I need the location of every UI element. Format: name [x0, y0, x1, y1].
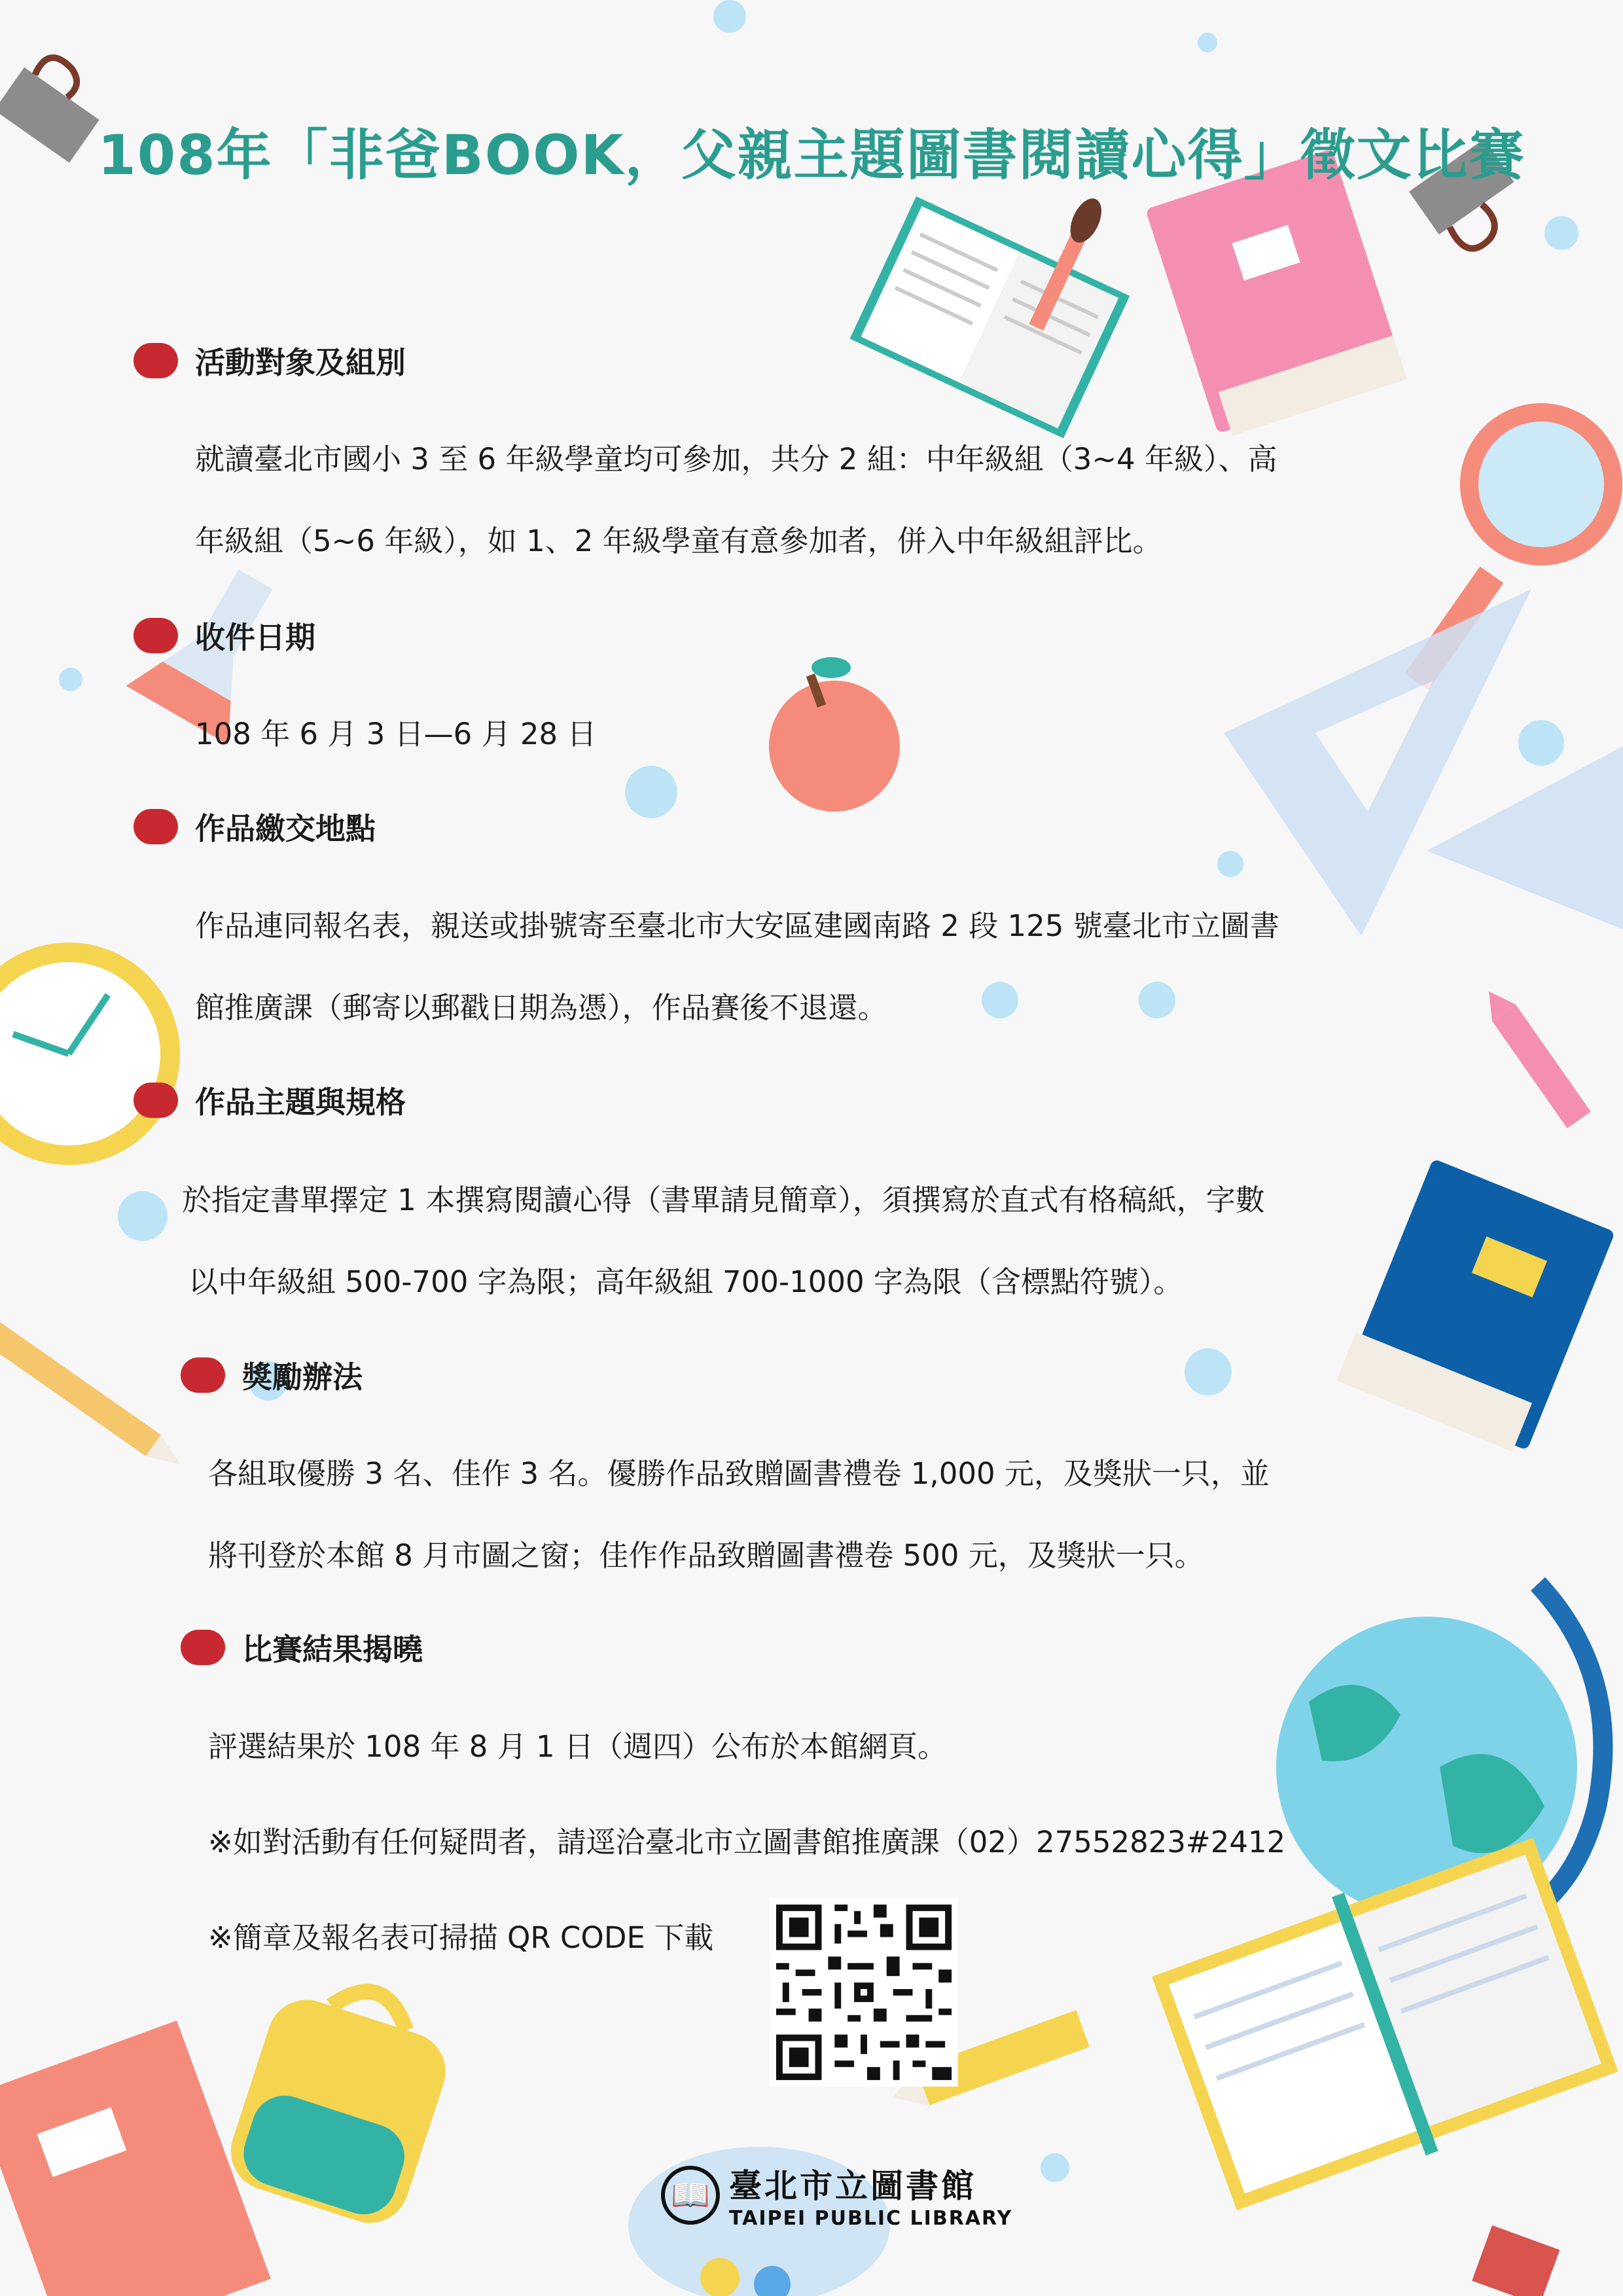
contact-note: ※如對活動有任何疑問者，請逕洽臺北市立圖書館推廣課（02）27552823#2412	[208, 1825, 1286, 1859]
clock-icon	[0, 942, 180, 1165]
section-text: 作品連同報名表，親送或掛號寄至臺北市大安區建國南路 2 段 125 號臺北市立圖書	[195, 908, 1279, 943]
page-title: 108年「非爸BOOK，父親主題圖書閱讀心得」徵文比賽	[98, 123, 1525, 187]
section-heading	[134, 614, 315, 657]
bubble-decoration	[1518, 720, 1564, 766]
bullet-icon	[181, 1630, 225, 1665]
backpack-icon	[221, 1965, 463, 2233]
bubble-decoration	[1198, 33, 1217, 52]
ruler-triangle-icon	[1224, 589, 1623, 936]
bullet-icon	[134, 618, 178, 653]
section-text: 以中年級組 500-700 字為限；高年級組 700-1000 字為限（含標點符號）。	[188, 1265, 1183, 1299]
section-heading-label: 收件日期	[195, 620, 315, 655]
section-text: 108 年 6 月 3 日—6 月 28 日	[195, 717, 597, 751]
section-heading	[181, 1354, 363, 1397]
section-heading-label: 比賽結果揭曉	[242, 1632, 423, 1667]
bubble-decoration	[118, 1191, 168, 1241]
bubble-decoration	[1041, 2153, 1069, 2182]
library-name-zh: 臺北市立圖書館	[729, 2167, 976, 2205]
crayon-icon	[1477, 983, 1591, 1128]
section-heading	[134, 339, 406, 382]
section-heading-label: 作品主題與規格	[195, 1085, 406, 1120]
bubble-decoration	[982, 982, 1018, 1018]
bubble-decoration	[625, 766, 677, 818]
section-text: 將刊登於本館 8 月市圖之窗；佳作作品致贈圖書禮卷 500 元，及獎狀一只。	[208, 1538, 1204, 1573]
section-heading	[134, 805, 376, 848]
section-heading-label: 獎勵辦法	[242, 1359, 363, 1395]
sharpener-icon	[1472, 2225, 1560, 2296]
bubble-decoration	[1139, 982, 1175, 1018]
qr-note: ※簡章及報名表可掃描 QR CODE 下載	[208, 1920, 714, 1955]
section-heading-label: 活動對象及組別	[195, 345, 406, 380]
bullet-icon	[134, 809, 178, 844]
section-text: 館推廣課（郵寄以郵戳日期為憑），作品賽後不退還。	[195, 990, 887, 1025]
library-name-en: TAIPEI PUBLIC LIBRARY	[729, 2207, 1013, 2230]
pencil-icon	[0, 1322, 188, 1475]
section-text: 年級組（5~6 年級），如 1、2 年級學童有意參加者，併入中年級組評比。	[195, 524, 1162, 558]
section-text: 就讀臺北市國小 3 至 6 年級學童均可參加，共分 2 組：中年級組（3~4 年級）、高	[195, 442, 1277, 476]
section-heading	[181, 1626, 423, 1669]
section-heading-label: 作品繳交地點	[195, 811, 376, 846]
qr-code-icon	[770, 1898, 958, 2087]
bubble-decoration	[59, 668, 82, 691]
section-text: 於指定書單擇定 1 本撰寫閱讀心得（書單請見簡章），須撰寫於直式有格稿紙，字數	[182, 1183, 1265, 1217]
section-text: 評選結果於 108 年 8 月 1 日（週四）公布於本館網頁。	[208, 1729, 947, 1764]
library-book-icon: 📖	[661, 2166, 720, 2225]
library-logo	[661, 2160, 1012, 2230]
bubble-decoration	[713, 0, 746, 33]
bubble-decoration	[1217, 851, 1243, 877]
bubble-decoration	[1185, 1348, 1232, 1395]
qr-code[interactable]	[770, 1898, 958, 2087]
apple-icon	[769, 657, 900, 812]
bullet-icon	[181, 1357, 225, 1393]
pink-book-icon	[1145, 149, 1407, 440]
bullet-icon	[134, 1083, 178, 1118]
bullet-icon	[134, 343, 178, 378]
bubble-decoration	[1544, 216, 1578, 250]
blue-book-icon	[1336, 1156, 1615, 1456]
red-notebook-icon	[0, 2020, 271, 2296]
section-text: 各組取優勝 3 名、佳作 3 名。優勝作品致贈圖書禮卷 1,000 元，及獎狀一只，並	[208, 1456, 1270, 1491]
section-heading	[134, 1079, 406, 1122]
